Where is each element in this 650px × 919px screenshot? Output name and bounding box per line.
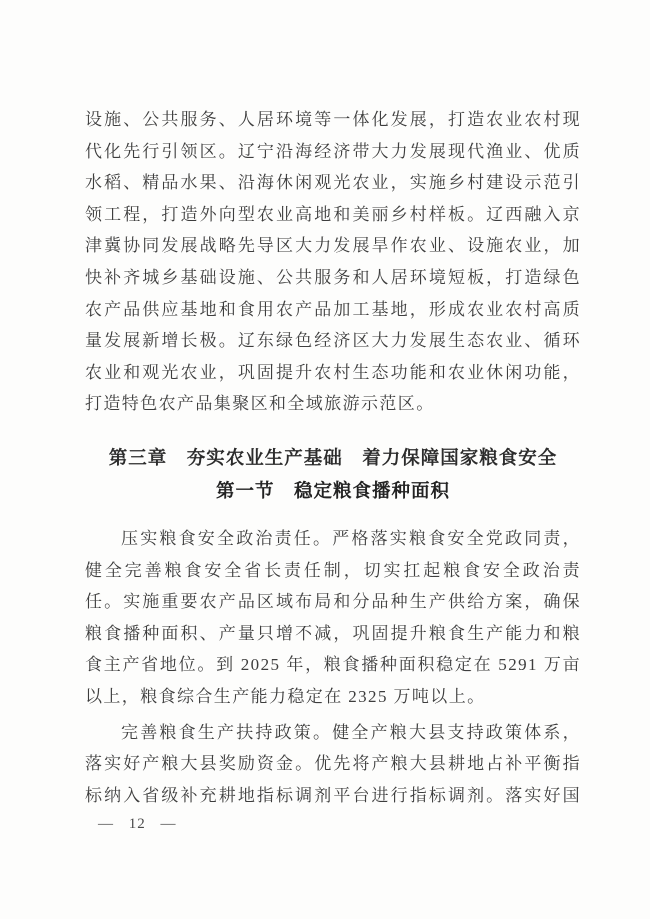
text-line: 压实粮食安全政治责任。严格落实粮食安全党政同责，	[121, 528, 581, 548]
text-line: 完善粮食生产扶持政策。健全产粮大县支持政策体系，	[121, 722, 581, 742]
text-line: 津冀协同发展战略先导区大力发展旱作农业、设施农业，加	[85, 236, 581, 256]
text-line: 落实好产粮大县奖励资金。优先将产粮大县耕地占补平衡指	[85, 754, 581, 774]
text-line: 以上，粮食综合生产能力稳定在 2325 万吨以上。	[85, 686, 486, 706]
text-line: 快补齐城乡基础设施、公共服务和人居环境短板，打造绿色	[85, 267, 581, 287]
text-line: 水稻、精品水果、沿海休闲观光农业，实施乡村建设示范引	[85, 173, 581, 193]
text-line: 健全完善粮食安全省长责任制，切实扛起粮食安全政治责	[85, 560, 581, 580]
text-line: 领工程，打造外向型农业高地和美丽乡村样板。辽西融入京	[85, 204, 581, 224]
text-line: 食主产省地位。到 2025 年，粮食播种面积稳定在 5291 万亩	[85, 655, 581, 675]
section-heading: 第一节 稳定粮食播种面积	[215, 479, 450, 501]
text-line: 标纳入省级补充耕地指标调剂平台进行指标调剂。落实好国	[85, 785, 581, 805]
page-number: — 12 —	[98, 816, 177, 832]
text-line: 代化先行引领区。辽宁沿海经济带大力发展现代渔业、优质	[85, 141, 581, 161]
text-line: 农产品供应基地和食用农产品加工基地，形成农业农村高质	[85, 299, 581, 319]
text-line: 量发展新增长极。辽东绿色经济区大力发展生态农业、循环	[85, 331, 581, 351]
paragraph-continued	[85, 104, 581, 420]
page-body	[85, 104, 581, 811]
text-line: 粮食播种面积、产量只增不减，巩固提升粮食生产能力和粮	[85, 623, 581, 643]
paragraph-grain-security	[85, 523, 581, 713]
text-line: 任。实施重要农产品区域布局和分品种生产供给方案，确保	[85, 592, 581, 612]
paragraph-support-policy	[85, 717, 581, 812]
text-line: 农业和观光农业，巩固提升农村生态功能和农业休闲功能，	[85, 362, 581, 382]
text-line: 打造特色农产品集聚区和全域旅游示范区。	[85, 394, 435, 414]
text-line: 设施、公共服务、人居环境等一体化发展，打造农业农村现	[85, 110, 581, 129]
chapter-heading: 第三章 夯实农业生产基础 着力保障国家粮食安全	[108, 448, 558, 469]
